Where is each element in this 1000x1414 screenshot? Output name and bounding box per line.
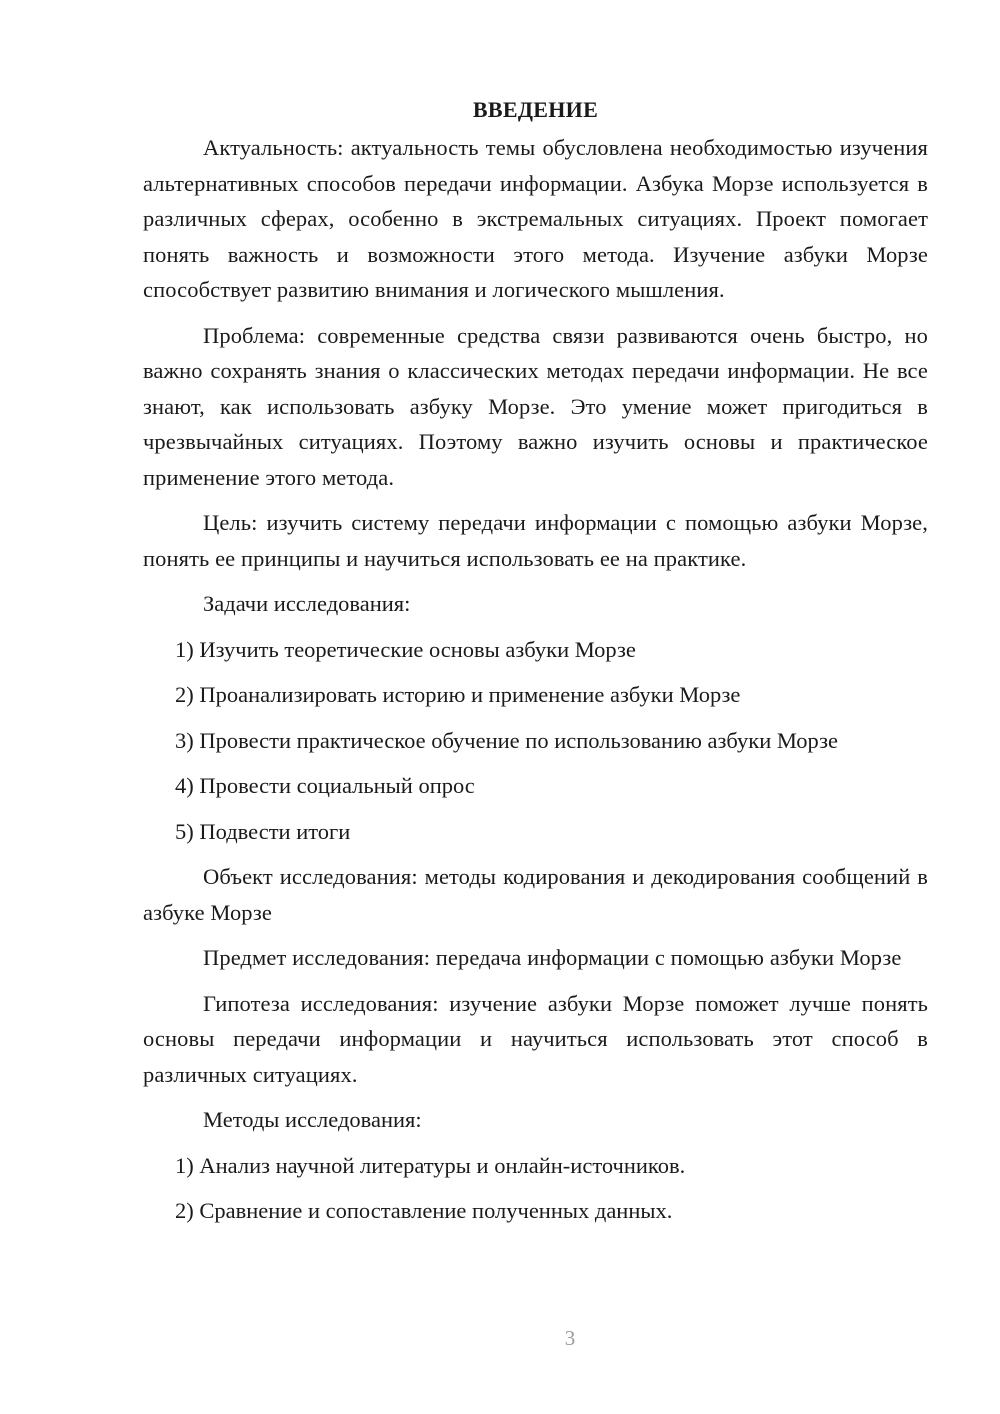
task-item: 4) Провести социальный опрос — [175, 773, 475, 798]
subject-paragraph: Предмет исследования: передача информации с помощью азбуки Морзе — [203, 945, 902, 970]
method-item: 2) Сравнение и сопоставление полученных данных. — [175, 1198, 673, 1223]
task-item: 1) Изучить теоретические основы азбуки Морзе — [175, 636, 636, 662]
method-item: 1) Анализ научной литературы и онлайн-источников. — [175, 1152, 686, 1178]
object-paragraph: Объект исследования: методы кодирования и декодирования сообщений в азбуке Морзе — [143, 864, 928, 925]
task-item: 2) Проанализировать историю и применение азбуки Морзе — [175, 682, 741, 707]
hypothesis-paragraph: Гипотеза исследования: изучение азбуки Морзе поможет лучше понять основы передачи информации и научиться использовать этот способ в различных ситуациях. — [143, 990, 928, 1087]
task-item: 3) Провести практическое обучение по использованию азбуки Морзе — [175, 727, 838, 753]
goal-paragraph: Цель: изучить систему передачи информации с помощью азбуки Морзе, понять ее принципы и научиться использовать ее на практике. — [143, 510, 928, 571]
relevance-paragraph: Актуальность: актуальность темы обусловлена необходимостью изучения альтернативных способов передачи информации. Азбука Морзе используется в различных сферах, особенно в экстремальных ситуациях. Проект помогает понять важность и возможности этого метода. Изучение азбуки Морзе способствует развитию внимания и логического мышления. — [143, 135, 928, 302]
page-title: ВВЕДЕНИЕ — [472, 97, 599, 122]
problem-paragraph: Проблема: современные средства связи развиваются очень быстро, но важно сохранять знания о классических методах передачи информации. Не все знают, как использовать азбуку Морзе. Это умение может пригодиться в чрезвычайных ситуациях. Поэтому важно изучить основы и практическое применение этого метода. — [143, 322, 928, 490]
methods-heading: Методы исследования: — [203, 1107, 422, 1132]
tasks-heading: Задачи исследования: — [203, 591, 411, 616]
page-number: 3 — [564, 1326, 576, 1350]
task-item: 5) Подвести итоги — [175, 818, 351, 844]
document-body — [143, 94, 928, 1239]
